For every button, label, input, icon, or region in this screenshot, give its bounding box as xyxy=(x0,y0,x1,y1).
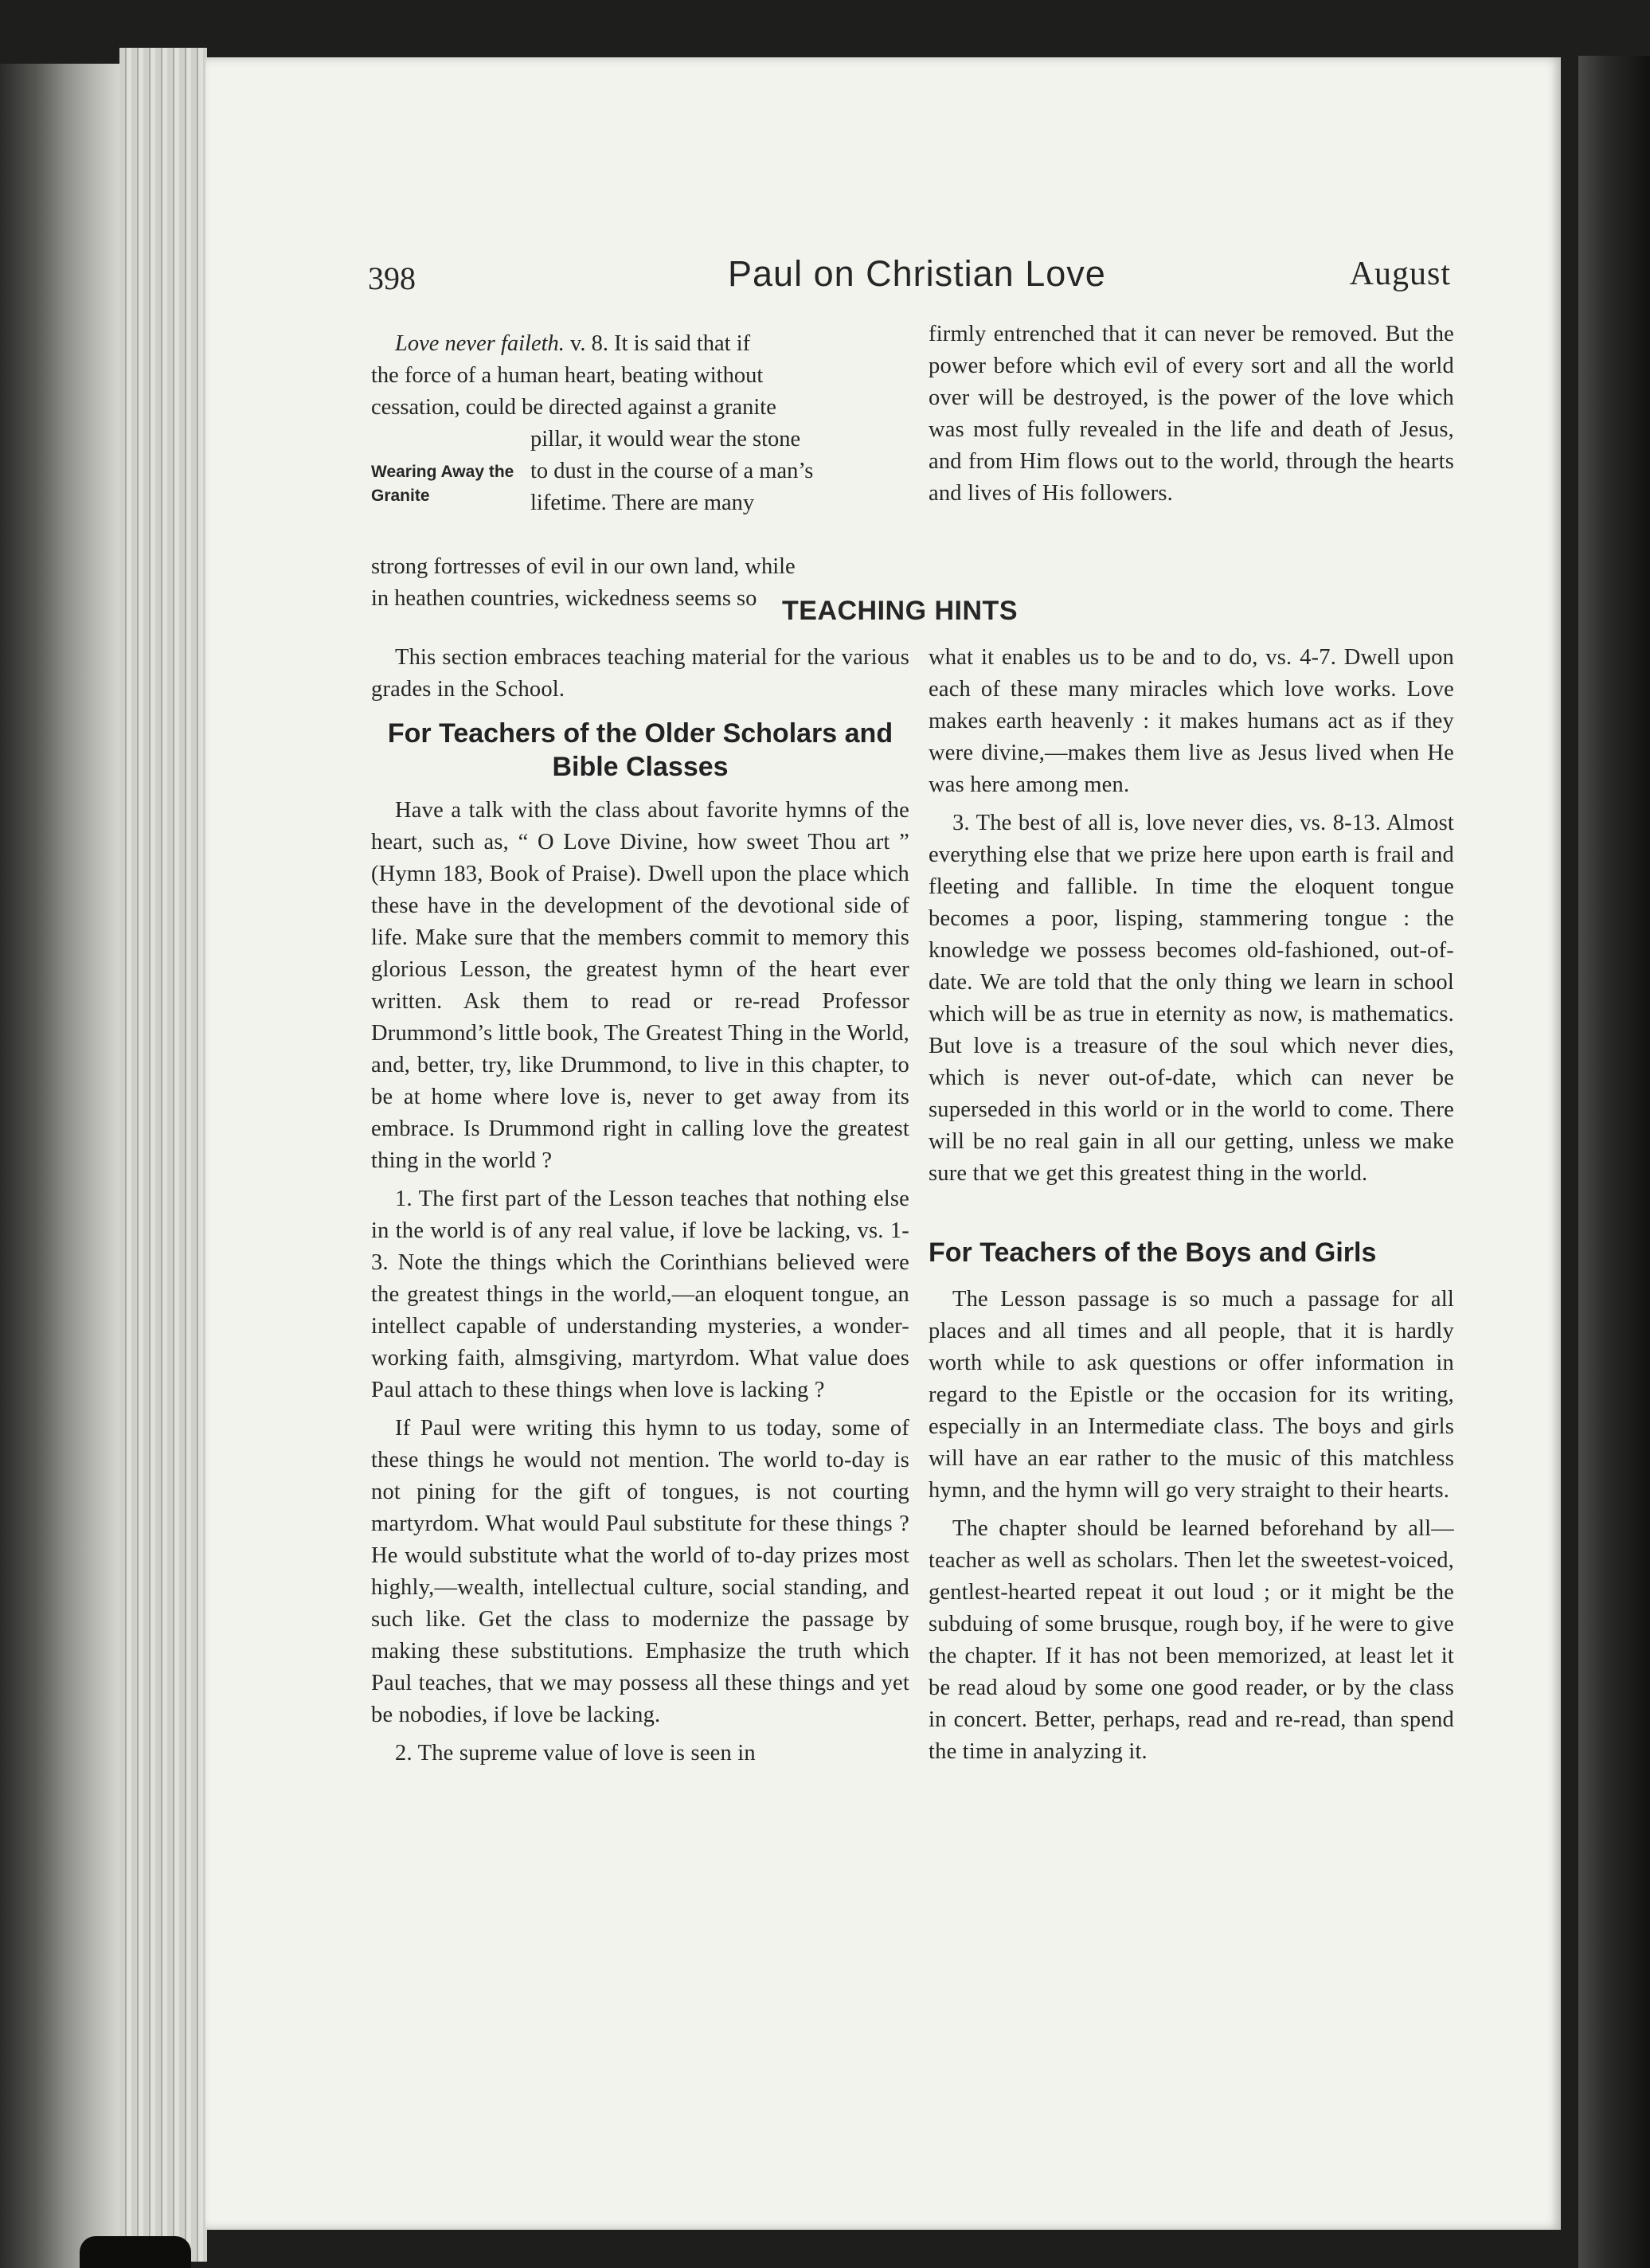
heading-boys-girls: For Teachers of the Boys and Girls xyxy=(929,1238,1377,1268)
paragraph: what it enables us to be and to do, vs. 4-7. Dwell upon each of these many miracles which love works. Love makes earth heavenly : it makes humans act as if they were divine,—makes them live as Jesus lived when He was here among men. xyxy=(929,645,1454,797)
paragraph: The chapter should be learned beforehand by all—teacher as well as scholars. Then let the sweetest-voiced, gentlest-hearted repeat it out loud ; or it might be the subduing of some brusque, rough boy, if he were to give the chapter. If it has not been memorized, at least let it be read aloud by some one good reader, or by the class in concert. Better, perhaps, read and re-read, than spend the time in analyzing it. xyxy=(929,1516,1454,1764)
sidenote-wearing-away: Wearing Away the Granite xyxy=(371,463,514,505)
paragraph: 1. The first part of the Lesson teaches that nothing else in the world is of any real value, if love be lacking, vs. 1-3. Note the things which the Corinthians believed were the greatest things in the world,—an eloquent tongue, an intellect capable of understanding mysteries, a wonder-working faith, almsgiving, martyrdom. What value does Paul attach to these things when love is lacking ? xyxy=(371,1187,909,1402)
paragraph: If Paul were writing this hymn to us today, some of these things he would not mention. The world to-day is not pining for the gift of tongues, is not courting martyrdom. What would Paul substitute for these things ? He would substitute what the world of to-day prizes most highly,—wealth, intellectual culture, social standing, and such like. Get the class to modernize the passage by making these substitutions. Emphasize the truth which Paul teaches, that we may possess all these things and yet be nobodies, if love be lacking. xyxy=(371,1416,909,1727)
intro-paragraph-right: firmly entrenched that it can never be removed. But the power before which evil of every sort and all the world over will be destroyed, is the power of the love which was most fully revealed in the life and death of Jesus, and from Him flows out to the world, through the hearts and lives of His followers. xyxy=(929,322,1454,506)
paragraph: Have a talk with the class about favorite hymns of the heart, such as, “ O Love Divine, how sweet Thou art ” (Hymn 183, Book of Praise). Dwell upon the place which these have in the development of the devotional side of life. Make sure that the members commit to memory this glorious Lesson, the greatest hymn of the heart ever written. Ask them to read or re-read Professor Drummond’s little book, The Greatest Thing in the World, and, better, try, like Drummond, to live in this chapter, to be at home where love is, never to get away from its embrace. Is Drummond right in calling love the greatest thing in the world ? xyxy=(371,798,909,1173)
page-title: Paul on Christian Love xyxy=(728,253,1106,294)
paragraph: 3. The best of all is, love never dies, vs. 8-13. Almost everything else that we prize here upon earth is frail and fleeting and fallible. In time the eloquent tongue becomes a poor, lisping, stammering tongue : the knowledge we possess becomes old-fashioned, out-of-date. We are told that the only thing we learn in school which will be as true in eternity as now, is mathematics. But love is a treasure of the soul which never dies, which is never out-of-date, which can never be superseded in this world or in the world to come. There will be no real gain in all our getting, unless we make sure that we get this greatest thing in the world. xyxy=(929,811,1454,1186)
right-column xyxy=(929,642,1454,1768)
heading-older-scholars: For Teachers of the Older Scholars and Bible Classes xyxy=(387,718,893,782)
scan-artifact xyxy=(80,2236,191,2268)
intro-paragraph-left: Love never faileth. v. 8. It is said that if the force of a human heart, beating without cessation, could be directed against a granite Wearing Away the Granite pillar, it would wear the stone to dust in the course of a man’s lifetime. There are many strong fortresses of evil in our own land, while in heathen countries, wickedness seems so xyxy=(371,328,916,615)
running-head xyxy=(368,253,1451,301)
book-right-edge xyxy=(1578,56,1650,2268)
sidenote-adjacent-text: pillar, it would wear the stone to dust in the course of a man’s lifetime. There are many xyxy=(530,427,814,515)
page-number: 398 xyxy=(368,260,416,296)
sidenote-row xyxy=(371,424,916,551)
intro-italic: Love never faileth. xyxy=(395,331,565,356)
paragraph: 2. The supreme value of love is seen in xyxy=(395,1741,756,1766)
page-month: August xyxy=(1349,256,1451,292)
page-edges xyxy=(119,48,207,2262)
paragraph: The Lesson passage is so much a passage for all places and all times and all people, that it is hardly worth while to ask questions or offer information in regard to the Epistle or the occasion for its writing, especially in an Intermediate class. The boys and girls will have an ear rather to the music of this matchless hymn, and the hymn will go very straight to their hearts. xyxy=(929,1287,1454,1503)
section-title: TEACHING HINTS xyxy=(782,596,1018,626)
left-column xyxy=(371,642,909,1769)
section-intro: This section embraces teaching material for the various grades in the School. xyxy=(371,645,909,702)
book-binding xyxy=(0,64,119,2268)
